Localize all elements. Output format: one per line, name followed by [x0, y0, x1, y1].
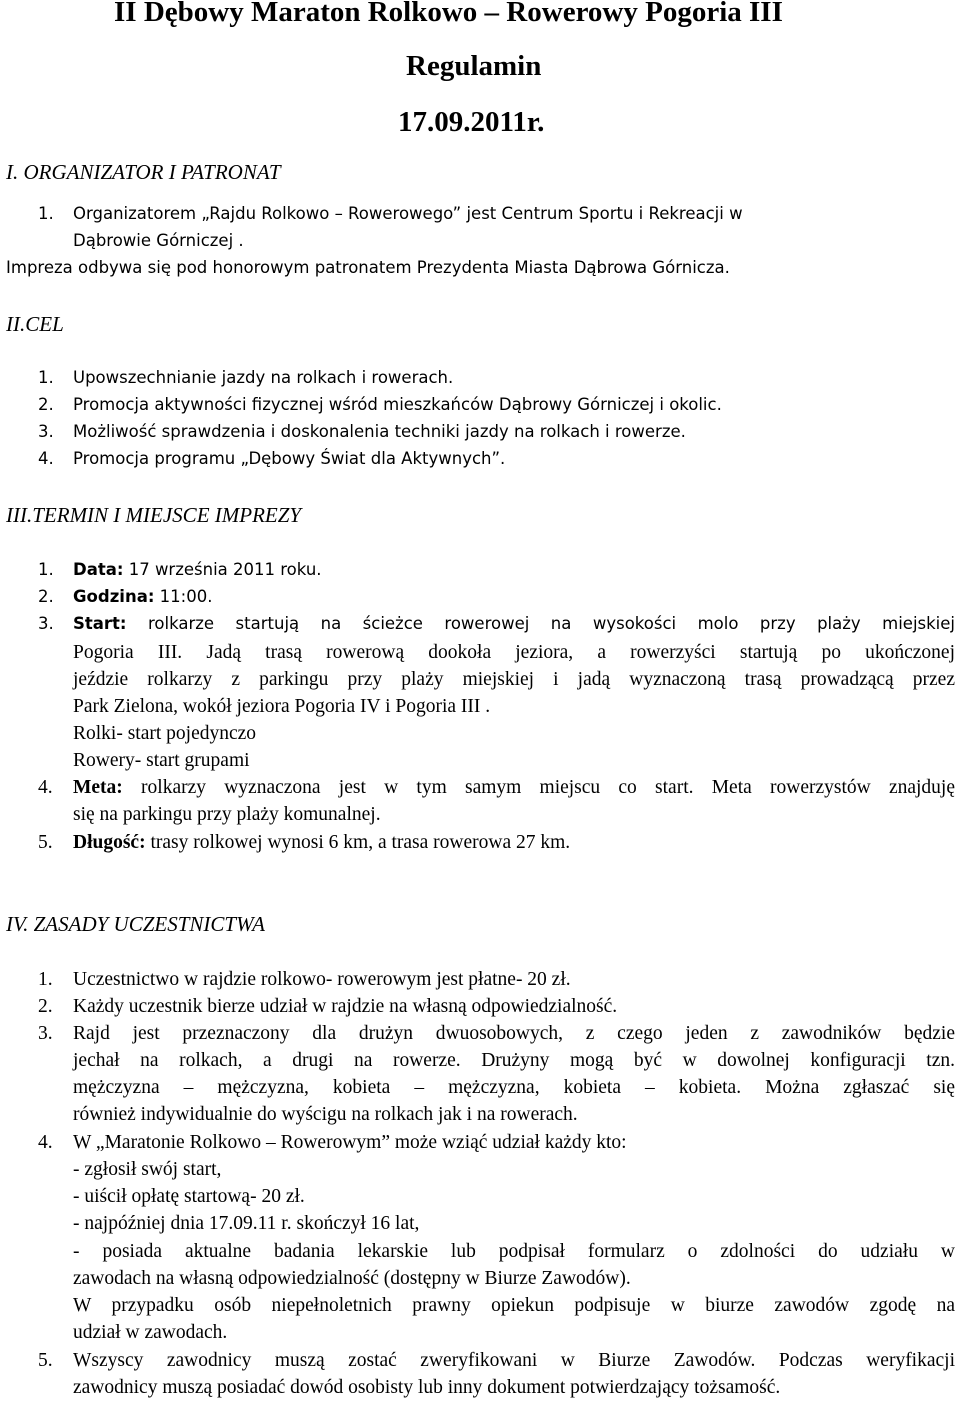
finish-label: Meta: [73, 777, 123, 798]
section-3-heading: III.TERMIN I MIEJSCE IMPREZY [6, 503, 302, 527]
section-4-item-number: 1. [38, 969, 53, 990]
section-2-item-text: Upowszechnianie jazdy na rolkach i rowerach. [73, 368, 454, 387]
section-2-item-number: 2. [38, 395, 54, 414]
section-3-item-number: 4. [38, 777, 53, 798]
date-label: Data: [73, 560, 124, 579]
section-2-item-number: 3. [38, 422, 54, 441]
section-4-item-number: 3. [38, 1023, 53, 1044]
section-2-item-text: Możliwość sprawdzenia i doskonalenia techniki jazdy na rolkach i rowerze. [73, 422, 686, 441]
section-4-heading: IV. ZASADY UCZESTNICTWA [6, 912, 265, 936]
section-1-heading: I. ORGANIZATOR I PATRONAT [6, 160, 281, 184]
section-3-item-number: 1. [38, 560, 54, 579]
section-1-item-line: Organizatorem „Rajdu Rolkowo – Rowerowego” jest Centrum Sportu i Rekreacji w [73, 204, 743, 223]
length-label: Długość: [73, 832, 146, 853]
start-item-line: Park Zielona, wokół jeziora Pogoria IV i Pogoria III . [73, 696, 491, 717]
section-3-item-number: 5. [38, 832, 53, 853]
start-item-line: Rolki- start pojedynczo [73, 723, 257, 744]
start-item-line: Pogoria III. Jadą trasą rowerową dookoła jeziora, a rowerzyści startują po ukończonej [73, 642, 955, 663]
document-title: II Dębowy Maraton Rolkowo – Rowerowy Pogoria III [114, 0, 783, 28]
time-value: 11:00. [154, 587, 213, 606]
section-1-item-number: 1. [38, 204, 54, 223]
document-subtitle: Regulamin [406, 50, 542, 82]
section-2-item-number: 1. [38, 368, 54, 387]
section-4-item-text: Uczestnictwo w rajdzie rolkowo- rowerowym jest płatne- 20 zł. [73, 969, 571, 990]
section-4-item-line: mężczyzna – mężczyzna, kobieta – mężczyzna, kobieta – kobieta. Można zgłaszać się [73, 1077, 955, 1098]
section-4-item-line: - posiada aktualne badania lekarskie lub podpisał formularz o zdolności do udziału w [73, 1241, 955, 1262]
time-label: Godzina: [73, 587, 155, 606]
start-item-line: jeździe rolkarzy z parkingu przy plaży miejskiej i jadą wyznaczoną trasą prowadzącą przez [73, 669, 955, 690]
section-4-item-text: Każdy uczestnik bierze udział w rajdzie na własną odpowiedzialność. [73, 996, 618, 1017]
length-text: trasy rolkowej wynosi 6 km, a trasa rowerowa 27 km. [145, 832, 571, 853]
start-text: rolkarze startują na ścieżce rowerowej na wysokości molo przy plaży miejskiej [126, 614, 955, 633]
section-4-item-line: - najpóźniej dnia 17.09.11 r. skończył 16 lat, [73, 1213, 420, 1234]
time-item [73, 587, 212, 606]
section-1-patronage: Impreza odbywa się pod honorowym patronatem Prezydenta Miasta Dąbrowa Górnicza. [6, 258, 730, 277]
section-4-item-line: zawodnicy muszą posiadać dowód osobisty lub inny dokument potwierdzający tożsamość. [73, 1377, 781, 1398]
section-4-item-line: W przypadku osób niepełnoletnich prawny opiekun podpisuje w biurze zawodów zgodę na [73, 1295, 955, 1316]
start-item-line [73, 614, 955, 633]
section-4-item-line: Rajd jest przeznaczony dla drużyn dwuosobowych, z czego jeden z zawodników będzie [73, 1023, 955, 1044]
section-2-heading: II.CEL [6, 312, 64, 336]
start-item-line: Rowery- start grupami [73, 750, 250, 771]
section-4-item-number: 2. [38, 996, 53, 1017]
section-2-item-number: 4. [38, 449, 54, 468]
start-label: Start: [73, 614, 127, 633]
section-4-item-number: 4. [38, 1132, 53, 1153]
section-4-item-line: - zgłosił swój start, [73, 1159, 222, 1180]
section-1-item-line: Dąbrowie Górniczej . [73, 231, 244, 250]
section-3-item-number: 3. [38, 614, 54, 633]
date-value: 17 września 2011 roku. [123, 560, 322, 579]
section-4-item-line: W „Maratonie Rolkowo – Rowerowym” może wziąć udział każdy kto: [73, 1132, 627, 1153]
section-4-item-line: zawodach na własną odpowiedzialność (dostępny w Biurze Zawodów). [73, 1268, 631, 1289]
section-4-item-line: Wszyscy zawodnicy muszą zostać zweryfikowani w Biurze Zawodów. Podczas weryfikacji [73, 1350, 955, 1371]
section-4-item-number: 5. [38, 1350, 53, 1371]
section-2-item-text: Promocja aktywności fizycznej wśród mieszkańców Dąbrowy Górniczej i okolic. [73, 395, 722, 414]
length-item [73, 832, 570, 854]
date-item [73, 560, 322, 579]
section-4-item-line: udział w zawodach. [73, 1322, 228, 1343]
section-2-item-text: Promocja programu „Dębowy Świat dla Aktywnych”. [73, 449, 506, 468]
document-date: 17.09.2011r. [398, 106, 545, 138]
section-4-item-line: również indywidualnie do wyścigu na rolkach jak i na rowerach. [73, 1104, 578, 1125]
finish-item-line [73, 777, 955, 799]
section-4-item-line: - uiścił opłatę startową- 20 zł. [73, 1186, 305, 1207]
section-3-item-number: 2. [38, 587, 54, 606]
section-4-item-line: jechał na rolkach, a drugi na rowerze. Drużyny mogą być w dowolnej konfiguracji tzn. [73, 1050, 955, 1071]
finish-text: rolkarzy wyznaczona jest w tym samym miejscu co start. Meta rowerzystów znajduję [122, 777, 955, 798]
finish-item-line: się na parkingu przy plaży komunalnej. [73, 804, 381, 825]
